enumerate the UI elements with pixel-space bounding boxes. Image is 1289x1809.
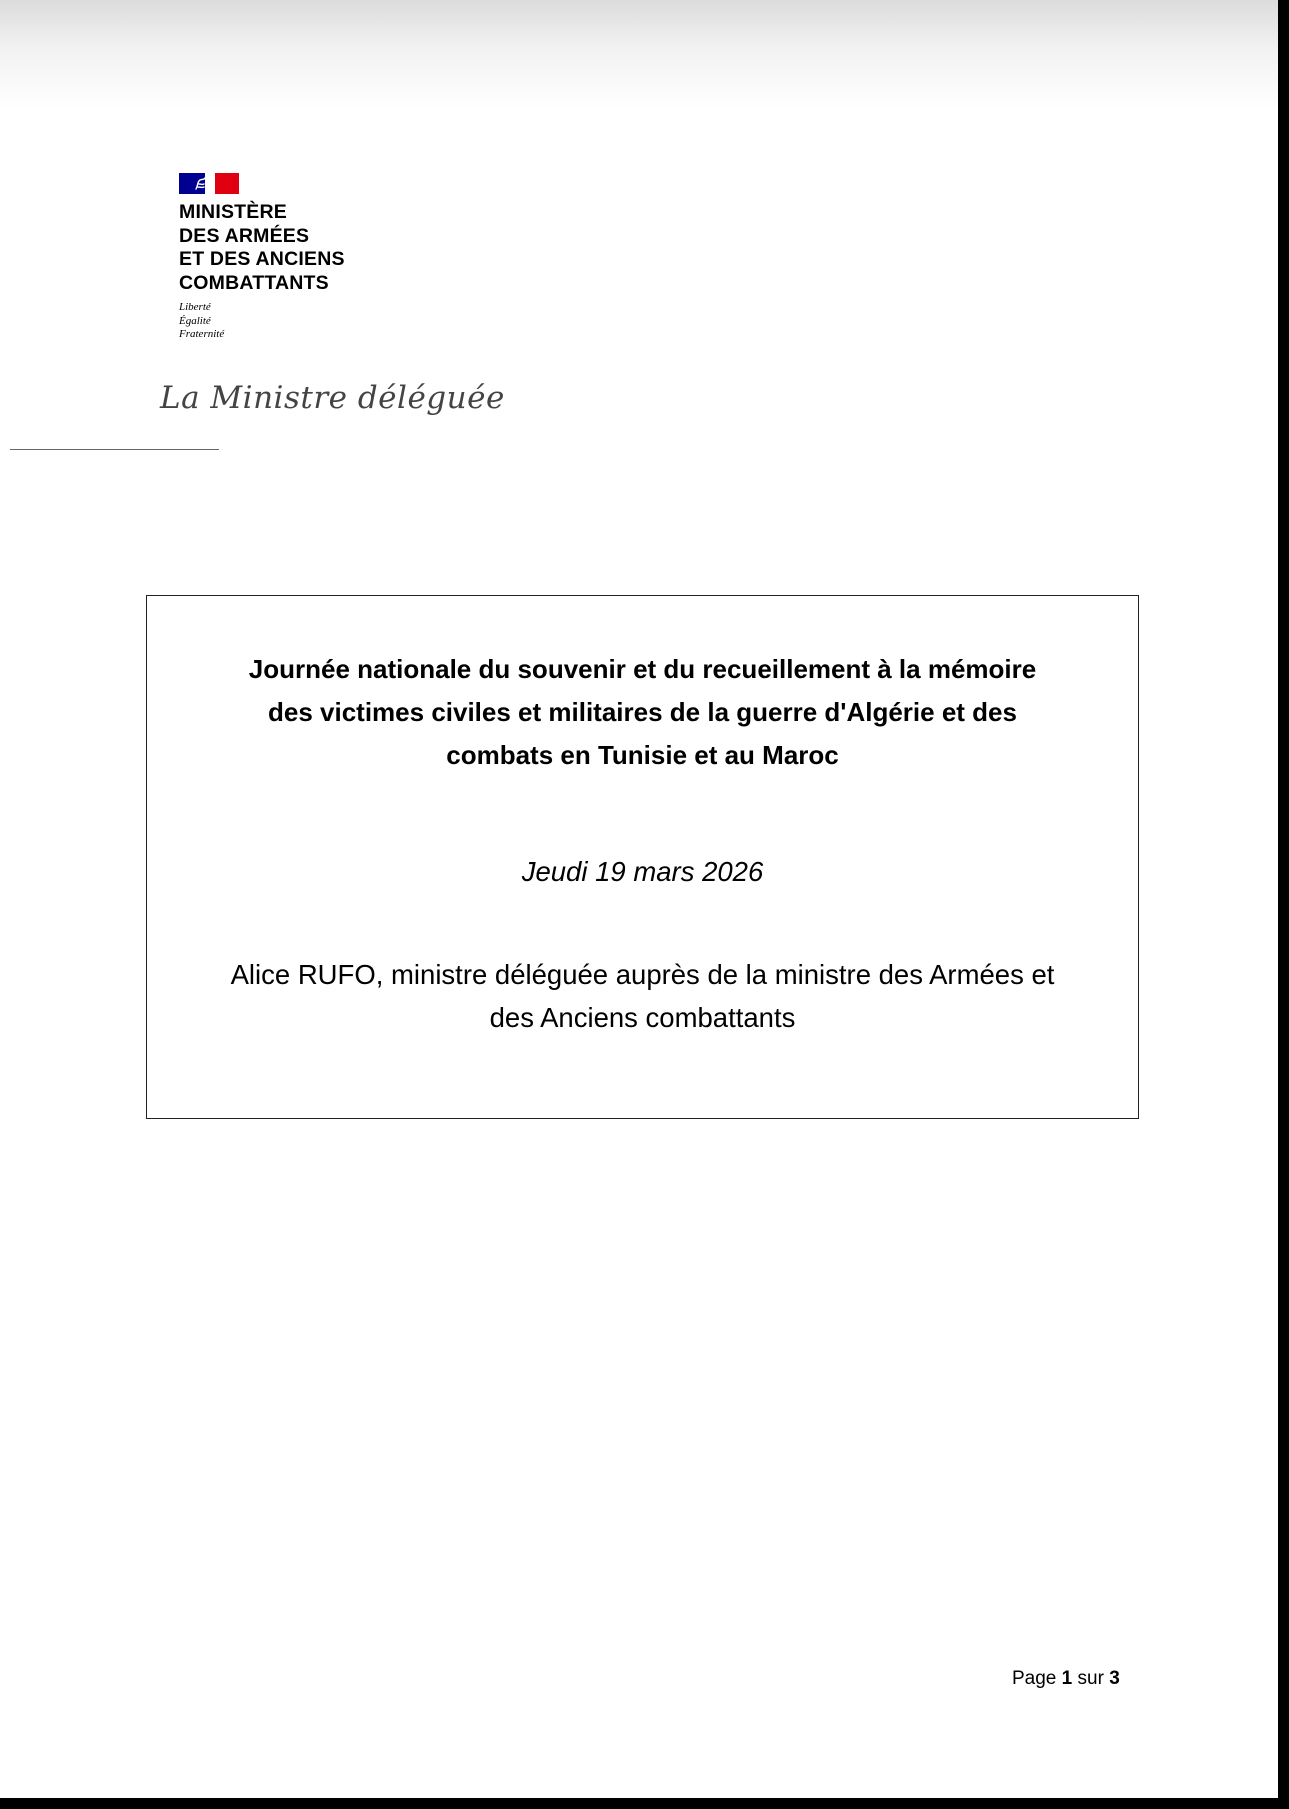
page-number [1012,1668,1120,1690]
divider [10,449,219,450]
republic-motto [179,301,345,342]
title-line: Journée nationale du souvenir et du recueillement à la mémoire [248,654,1037,684]
ministry-line: ET DES ANCIENS [179,248,345,270]
ministry-name [179,201,345,295]
document-date: Jeudi 19 mars 2026 [521,856,764,887]
author-line: des Anciens combattants [489,1002,796,1033]
page-of: sur [1077,1668,1104,1689]
motto-line: Fraternité [179,328,225,340]
title-line: combats en Tunisie et au Maroc [446,740,839,770]
page-total: 3 [1109,1668,1120,1689]
ministry-line: COMBATTANTS [179,271,329,294]
page-current: 1 [1061,1668,1073,1689]
title-line: des victimes civiles et militaires de la guerre d'Algérie et des [268,697,1017,727]
signature-heading: La Ministre déléguée [160,380,505,416]
motto-line: Liberté [179,301,211,313]
top-shadow [0,0,1278,110]
author-line: Alice RUFO, ministre déléguée auprès de la ministre des Armées et [230,959,1055,990]
ministry-logo [179,173,345,342]
ministry-line: MINISTÈRE [179,201,287,223]
motto-line: Égalité [179,314,211,327]
marianne-flag-icon [179,173,239,194]
title-box [146,595,1139,1119]
page-label: Page [1012,1668,1057,1689]
document-title [147,648,1138,777]
ministry-line: DES ARMÉES [179,224,310,247]
document-author [147,953,1138,1039]
